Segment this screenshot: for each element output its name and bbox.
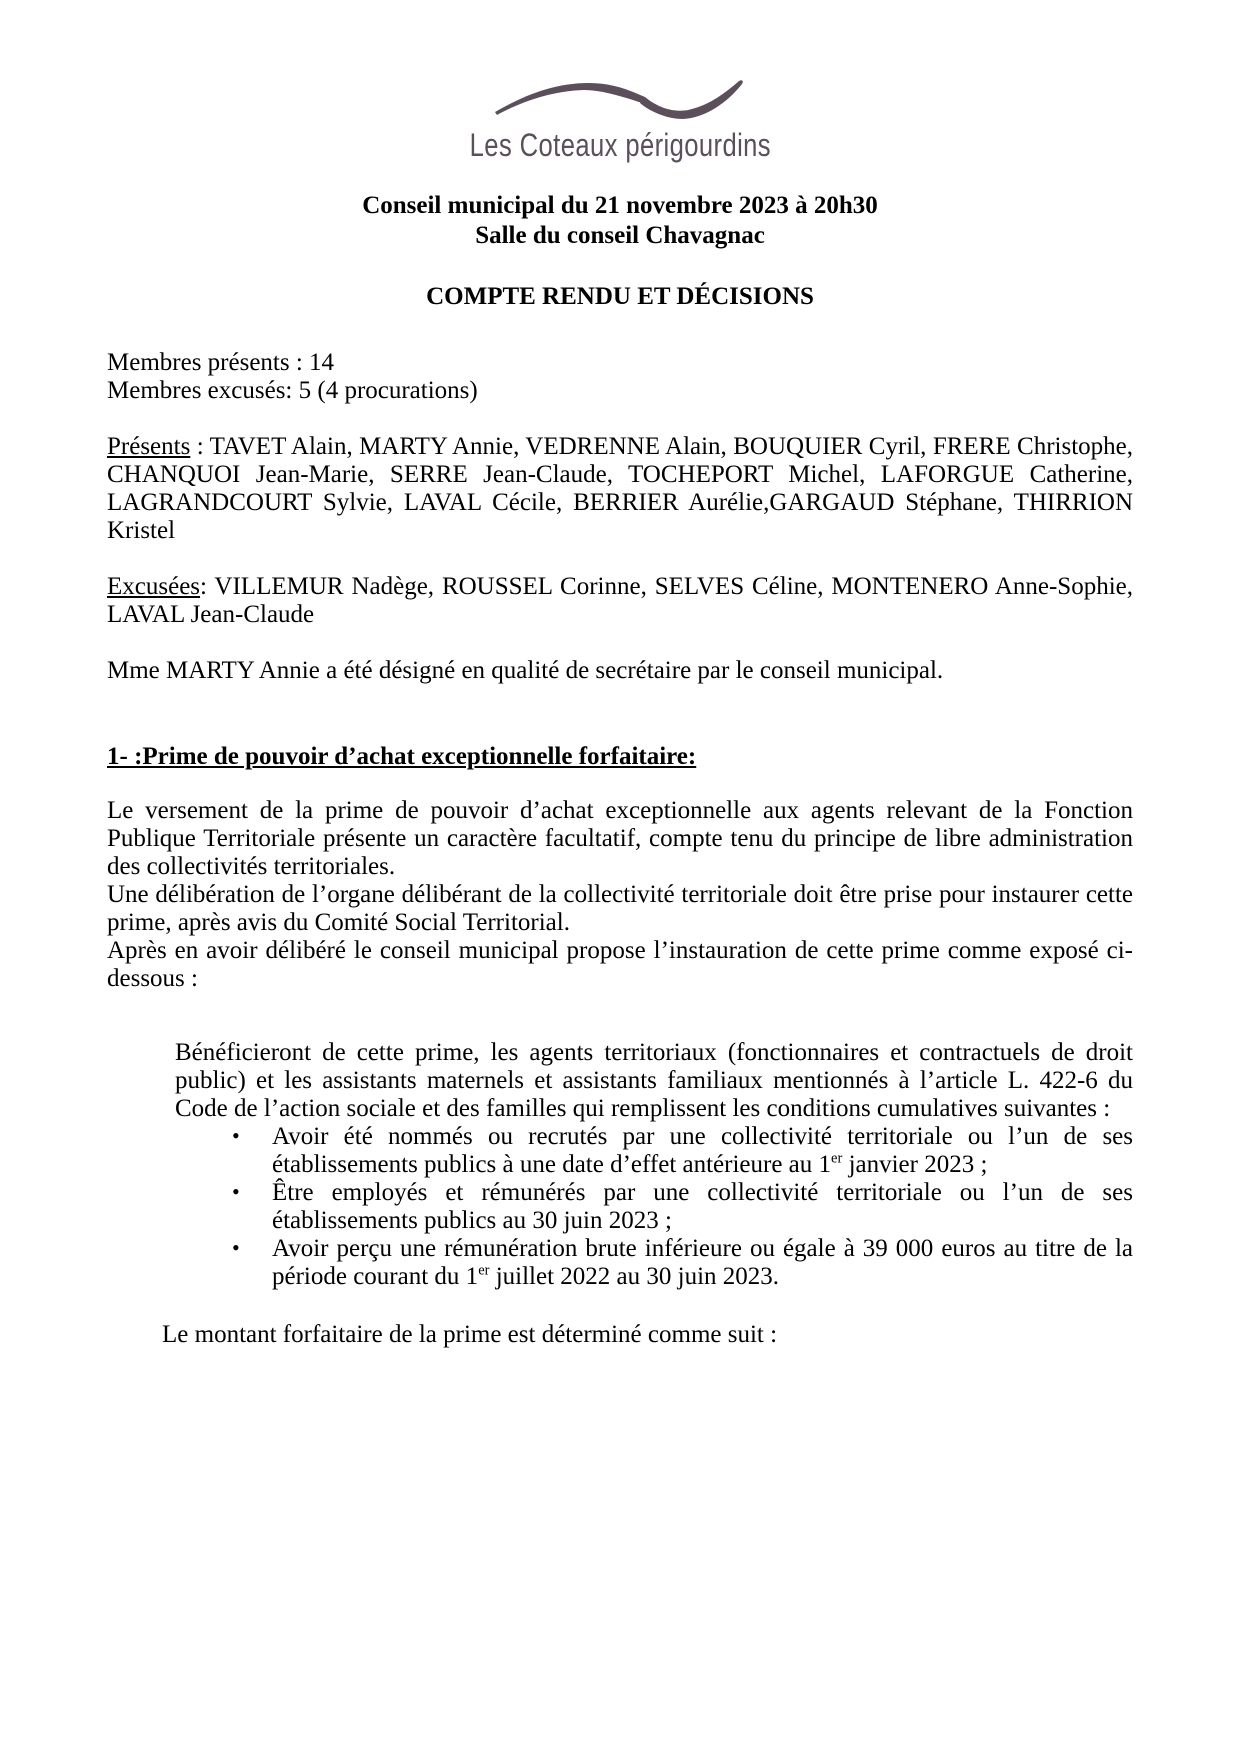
excused-separator: : xyxy=(200,573,215,600)
superscript: er xyxy=(478,1262,490,1279)
excused-label: Excusées xyxy=(107,573,201,600)
meeting-title-line2: Salle du conseil Chavagnac xyxy=(475,222,765,249)
excused-paragraph xyxy=(107,573,1133,629)
section1-para3: Après en avoir délibéré le conseil municipal propose l’instauration de cette prime comme exposé ci-dessous : xyxy=(107,937,1133,992)
section1-para1: Le versement de la prime de pouvoir d’achat exceptionnelle aux agents relevant de la Fonction Publique Territoriale présente un caractère facultatif, compte tenu du principe de libre administration des collectivités territoriales. xyxy=(107,797,1133,880)
attendance-counts xyxy=(107,349,1133,405)
condition-text: Être employés et rémunérés par une collectivité territoriale ou l’un de ses établissements publics au 30 juin 2023 ; xyxy=(272,1179,1133,1234)
beneficiaries-paragraph: Bénéficieront de cette prime, les agents territoriaux (fonctionnaires et contractuels de droit public) et les assistants maternels et assistants familiaux mentionnés à l’article L. 422-6 du Code de l’action sociale et des familles qui remplissent les conditions cumulatives suivantes : xyxy=(175,1039,1133,1122)
bullet-icon: • xyxy=(232,1123,240,1148)
section1-heading: 1- :Prime de pouvoir d’achat exceptionnelle forfaitaire: xyxy=(107,743,697,770)
closing-line: Le montant forfaitaire de la prime est déterminé comme suit : xyxy=(162,1321,778,1348)
condition-item xyxy=(232,1179,1133,1235)
condition-item xyxy=(232,1123,1133,1179)
bullet-icon: • xyxy=(232,1235,240,1260)
excused-count-line: Membres excusés: 5 (4 procurations) xyxy=(107,377,478,404)
document-subtitle: COMPTE RENDU ET DÉCISIONS xyxy=(426,283,814,310)
logo xyxy=(107,76,1133,163)
present-count-line: Membres présents : 14 xyxy=(107,349,335,376)
section1-body xyxy=(107,797,1133,993)
secretary-line: Mme MARTY Annie a été désigné en qualité de secrétaire par le conseil municipal. xyxy=(107,657,944,684)
logo-text: Les Coteaux périgourdins xyxy=(469,127,771,163)
conditions-list xyxy=(107,1123,1133,1291)
brush-swoosh-icon xyxy=(495,76,745,124)
presents-label: Présents xyxy=(107,433,191,460)
section1-para2: Une délibération de l’organe délibérant de la collectivité territoriale doit être prise pour instaurer cette prime, après avis du Comité Social Territorial. xyxy=(107,881,1133,936)
condition-item xyxy=(232,1235,1133,1291)
meeting-title xyxy=(107,191,1133,251)
presents-paragraph xyxy=(107,433,1133,545)
presents-list: TAVET Alain, MARTY Annie, VEDRENNE Alain, BOUQUIER Cyril, FRERE Christophe, CHANQUOI Jean-Marie, SERRE Jean-Claude, TOCHEPORT Michel, LAFORGUE Catherine, LAGRANDCOURT Sylvie, LAVAL Cécile, BERRIER Aurélie,GARGAUD Stéphane, THIRRION Kristel xyxy=(107,433,1133,544)
bullet-icon: • xyxy=(232,1179,240,1204)
meeting-title-line1: Conseil municipal du 21 novembre 2023 à 20h30 xyxy=(362,192,878,219)
condition-text: Avoir perçu une rémunération brute inférieure ou égale à 39 000 euros au titre de la période courant du 1er juillet 2022 au 30 juin 2023. xyxy=(272,1235,1133,1290)
superscript: er xyxy=(831,1150,843,1167)
excused-list: VILLEMUR Nadège, ROUSSEL Corinne, SELVES Céline, MONTENERO Anne-Sophie, LAVAL Jean-Claude xyxy=(107,573,1133,628)
presents-separator: : xyxy=(190,433,210,460)
condition-text: Avoir été nommés ou recrutés par une collectivité territoriale ou l’un de ses établissements publics à une date d’effet antérieure au 1er janvier 2023 ; xyxy=(272,1123,1133,1178)
